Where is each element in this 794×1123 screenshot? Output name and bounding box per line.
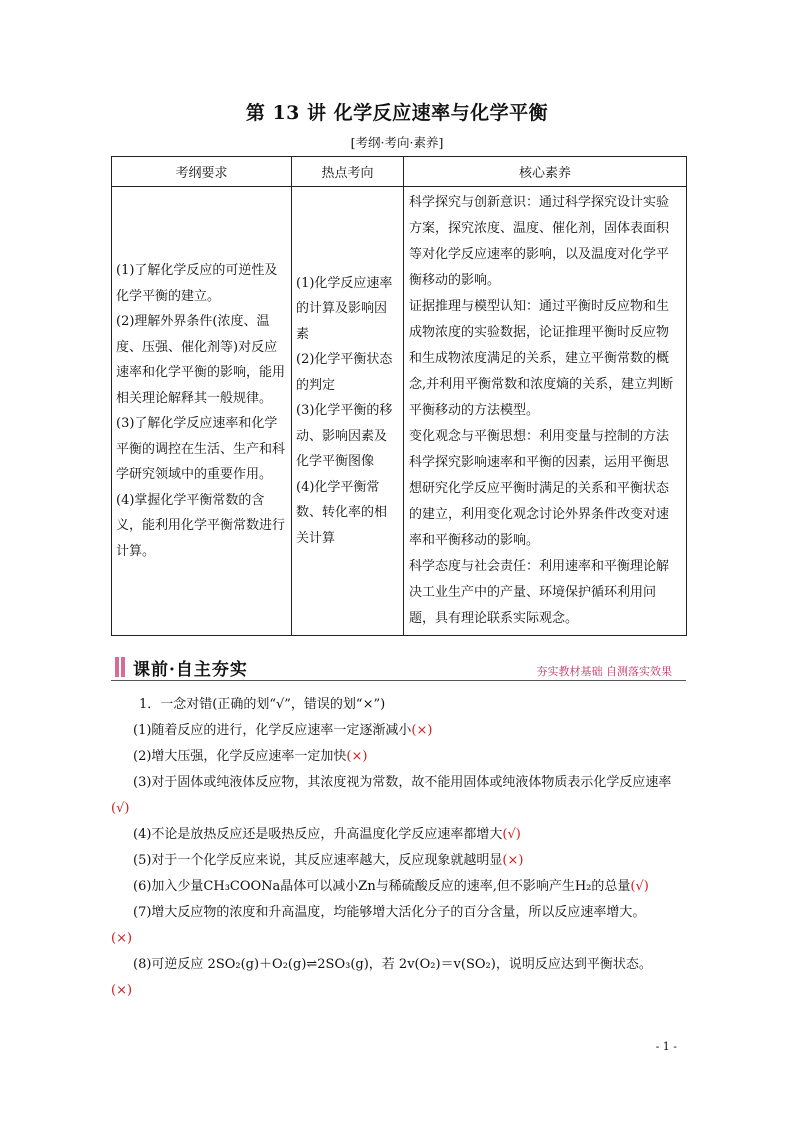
literacy-item: 变化观念与平衡思想：利用变量与控制的方法科学探究影响速率和平衡的因素，运用平衡思想研究化学反应平衡时满足的关系和平衡状态的建立，利用变化观念讨论外界条件改变对速率和平衡移动的影响。 bbox=[409, 429, 670, 548]
statement-text: (6)加入少量CH₃COONa晶体可以减小Zn与稀硫酸反应的速率,但不影响产生H₂的总量 bbox=[133, 879, 631, 894]
requirement-item: (3)了解化学反应速率和化学平衡的调控在生活、生产和科学研究领域中的重要作用。 bbox=[116, 416, 286, 482]
syllabus-table bbox=[111, 156, 687, 636]
core-literacy-cell bbox=[404, 187, 687, 636]
question-1 bbox=[111, 692, 686, 1004]
hot-topic-item: (1)化学反应速率的计算及影响因素 bbox=[296, 275, 393, 342]
answer-mark: (√) bbox=[502, 827, 521, 842]
table-header-row bbox=[112, 157, 687, 187]
hot-topics-cell bbox=[292, 187, 404, 636]
list-item bbox=[111, 900, 686, 952]
hot-topic-item: (2)化学平衡状态的判定 bbox=[296, 352, 393, 393]
page-subtitle: [考纲·考向·素养] bbox=[350, 135, 444, 150]
page-number: - 1 - bbox=[655, 1040, 677, 1053]
statement-text: (8)可逆反应 2SO₂(g)＋O₂(g)⇌2SO₃(g)，若 2v(O₂)＝v(SO₂)，说明反应达到平衡状态。 bbox=[133, 957, 652, 972]
statement-text: (4)不论是放热反应还是吸热反应，升高温度化学反应速率都增大 bbox=[133, 827, 503, 842]
list-item bbox=[111, 744, 686, 770]
header-hot-topics: 热点考向 bbox=[292, 157, 404, 187]
table-row bbox=[112, 187, 687, 636]
page-title: 第 13 讲 化学反应速率与化学平衡 bbox=[245, 102, 549, 124]
requirement-item: (2)理解外界条件(浓度、温度、压强、催化剂等)对反应速率和化学平衡的影响，能用相关理论解释其一般规律。 bbox=[116, 314, 286, 406]
answer-mark: (×) bbox=[346, 749, 368, 764]
section-title: 课前·自主夯实 bbox=[133, 660, 248, 680]
requirements-cell bbox=[112, 187, 292, 636]
list-item bbox=[111, 822, 686, 848]
statement-text: (7)增大反应物的浓度和升高温度，均能够增大活化分子的百分含量，所以反应速率增大。 bbox=[133, 905, 646, 920]
question-stem: 1．一念对错(正确的划“√”，错误的划“×”) bbox=[139, 697, 386, 712]
statement-text: (2)增大压强，化学反应速率一定加快 bbox=[133, 749, 347, 764]
list-item bbox=[111, 874, 686, 900]
literacy-item: 科学探究与创新意识：通过科学探究设计实验方案，探究浓度、温度、催化剂，固体表面积等对化学反应速率的影响，以及温度对化学平衡移动的影响。 bbox=[409, 195, 670, 288]
list-item bbox=[111, 952, 686, 1004]
statement-text: (3)对于固体或纯液体反应物，其浓度视为常数，故不能用固体或纯液体物质表示化学反应速率 bbox=[133, 775, 672, 790]
hot-topic-item: (4)化学平衡常数、转化率的相关计算 bbox=[296, 479, 388, 546]
requirement-item: (4)掌握化学平衡常数的含义，能利用化学平衡常数进行计算。 bbox=[116, 492, 286, 559]
header-requirements: 考纲要求 bbox=[112, 157, 292, 187]
answer-mark: (√) bbox=[111, 801, 130, 816]
list-item bbox=[111, 770, 686, 822]
section-tag: 夯实教材基础 自测落实效果 bbox=[536, 665, 672, 678]
banner-accent-bar-icon bbox=[115, 657, 119, 677]
list-item bbox=[111, 848, 686, 874]
hot-topic-item: (3)化学平衡的移动、影响因素及化学平衡图像 bbox=[296, 403, 393, 470]
statement-text: (5)对于一个化学反应来说，其反应速率越大，反应现象就越明显 bbox=[133, 853, 503, 868]
answer-mark: (×) bbox=[111, 983, 133, 998]
answer-mark: (√) bbox=[630, 879, 649, 894]
answer-mark: (×) bbox=[502, 853, 524, 868]
requirement-item: (1)了解化学反应的可逆性及化学平衡的建立。 bbox=[116, 263, 278, 304]
literacy-item: 证据推理与模型认知：通过平衡时反应物和生成物浓度的实验数据，论证推理平衡时反应物和生成物浓度满足的关系，建立平衡常数的概念,并利用平衡常数和浓度熵的关系，建立判断平衡移动的方法模型。 bbox=[409, 299, 674, 418]
literacy-item: 科学态度与社会责任：利用速率和平衡理论解决工业生产中的产量、环境保护循环利用问题，具有理论联系实际观念。 bbox=[409, 559, 670, 626]
statement-text: (1)随着反应的进行，化学反应速率一定逐渐减小 bbox=[133, 723, 412, 738]
banner-accent-bar-icon bbox=[121, 657, 125, 677]
list-item bbox=[111, 718, 686, 744]
header-core-literacy: 核心素养 bbox=[404, 157, 687, 187]
answer-mark: (×) bbox=[111, 931, 133, 946]
section-banner bbox=[111, 656, 686, 681]
answer-mark: (×) bbox=[411, 723, 433, 738]
